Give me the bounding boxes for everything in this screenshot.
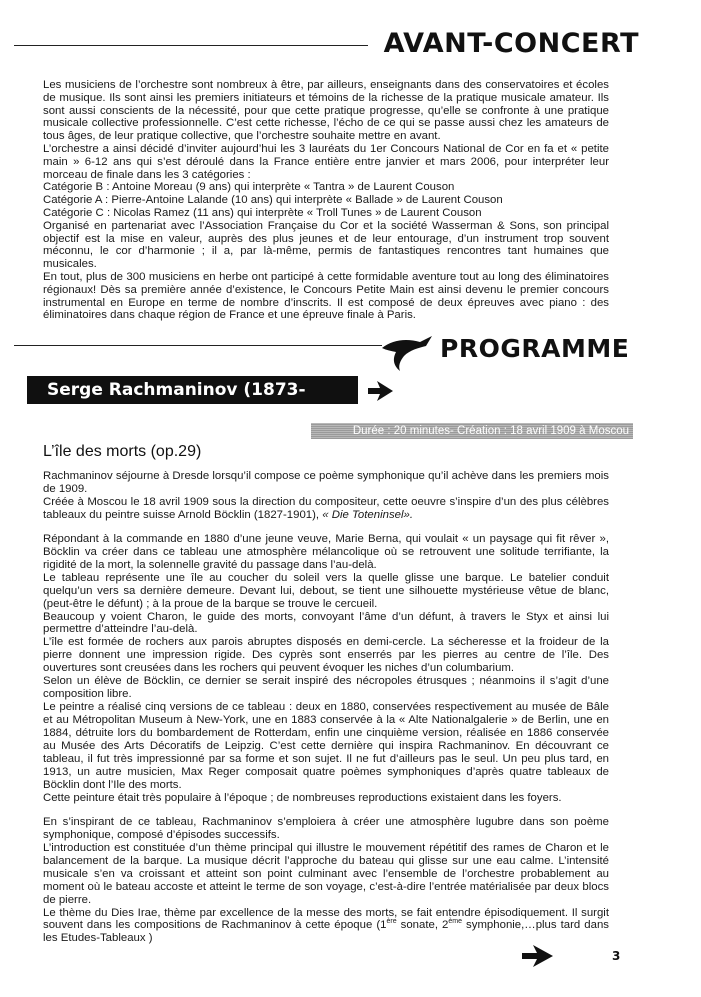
header-rule bbox=[14, 45, 368, 46]
body-paragraph: L’île est formée de rochers aux parois abruptes disposés en demi-cercle. La sécheresse et la froideur de la pierre donnent une impression rigide. Des cyprès sont enserrés par les pierres au centre de l’île. Des ouvertures sont creusées dans les rochers qui peuvent évoquer les niches d’un columbarium. bbox=[43, 636, 609, 675]
intro-paragraph: L’orchestre a ainsi décidé d’inviter aujourd’hui les 3 lauréats du 1er Concours National de Cor en fa et « petite main » 6-12 ans qui s’est déroulé dans la France entière entre janvier et mars 2006, pour interpréter leur morceau de finale dans les 3 catégories : bbox=[43, 142, 609, 181]
section-title-avant-concert: AVANT-CONCERT bbox=[383, 28, 639, 59]
section-title-programme: PROGRAMME bbox=[440, 334, 630, 363]
body-paragraph: L’introduction est constituée d’un thème principal qui illustre le mouvement répétitif des rames de Charon et le balancement de la barque. La musique décrit l’approche du bateau qui glisse sur une eau calme. L’intensité musicale s’en va croissant et atteint son point culminant avec l’ensemble de l’orchestre probablement au moment où le bateau accoste et atteint le terme de son voyage, c’est-à-dire l’entrée matérialisée par deux blocs de pierre. bbox=[43, 841, 609, 906]
intro-paragraph: En tout, plus de 300 musiciens en herbe ont participé à cette formidable aventure tout au long des éliminatoires régionaux! Dès sa première année d’existence, le Concours Petite Main est ainsi devenu le premier concours instrumental en Europe en terme de nombre d’inscrits. Il est composé de deux épreuves avec piano : des éliminatoires dans chaque région de France et une épreuve finale à Paris. bbox=[43, 270, 609, 322]
body-paragraph: Le peintre a réalisé cinq versions de ce tableau : deux en 1880, conservées respectivement au musée de Bâle et au Métropolitan Museum à New-York, une en 1883 conservée à la « Alte Nationalgalerie » de Berlin, une en 1884, détruite lors du bombardement de Rotterdam, enfin une cinquième version, réalisée en 1886 conservée au Musée des Arts Décoratifs de Leipzig. C’est cette dernière qui inspira Rachmaninov. En découvrant ce tableau, il fut très impressionné par sa forme et son sujet. Il ne fut d’ailleurs pas le seul. Un peu plus tard, en 1913, un autre musicien, Max Reger composait quatre poèmes symphoniques d’après quatre tableaux de Böcklin dont l’Ile des morts. bbox=[43, 701, 609, 791]
painting-title: « Die Toteninsel». bbox=[322, 508, 414, 521]
body-paragraph: Le tableau représente une île au coucher du soleil vers la quelle glisse une barque. Le batelier conduit quelqu’un vers sa dernière demeure. Devant lui, debout, se tient une silhouette mystérieuse vêtue de blanc, (peut-être le défunt) ; à la proue de la barque se trouve le cercueil. bbox=[43, 571, 609, 610]
body-paragraph: Rachmaninov séjourne à Dresde lorsqu’il compose ce poème symphonique qu’il achève dans les premiers mois de 1909. bbox=[43, 470, 609, 495]
arrow-right-icon bbox=[366, 379, 394, 403]
body-text-span: sonate, 2 bbox=[396, 919, 449, 932]
programme-notes bbox=[43, 470, 609, 945]
swallow-bird-icon bbox=[380, 334, 434, 372]
category-line: Catégorie B : Antoine Moreau (9 ans) qui interprète « Tantra » de Laurent Couson bbox=[43, 181, 455, 194]
composer-heading: Serge Rachmaninov (1873-1943) bbox=[27, 376, 358, 404]
category-line: Catégorie A : Pierre-Antoine Lalande (10 ans) qui interprète « Ballade » de Laurent Couson bbox=[43, 194, 503, 207]
body-paragraph: Cette peinture était très populaire à l’époque ; de nombreuses reproductions existaient dans les foyers. bbox=[43, 791, 562, 804]
programme-rule bbox=[14, 345, 382, 346]
intro-paragraph: Organisé en partenariat avec l’Association Française du Cor et la société Wasserman & Sons, son principal objectif est la mise en valeur, auprès des plus jeunes et de leur entourage, d’un instrument trop souvent méconnu, le cor d’harmonie ; il a, par là-même, permis de fantastiques rencontres tant humaines que musicales. bbox=[43, 219, 609, 271]
body-paragraph: Selon un élève de Böcklin, ce dernier se serait inspiré des nécropoles étrusques ; néanmoins il s’agit d’une composition libre. bbox=[43, 675, 609, 701]
work-title: L’île des morts (op.29) bbox=[43, 443, 202, 460]
body-paragraph: Répondant à la commande en 1880 d’une jeune veuve, Marie Berna, qui voulait « un paysage qui fit rêver », Böcklin va créer dans ce tableau une atmosphère mélancolique où se retrouvent une solitude terrifiante, la rigidité de la mort, la solennelle gravité du passage dans l’au-delà. bbox=[43, 532, 609, 571]
superscript: ère bbox=[386, 918, 397, 926]
body-paragraph: Beaucoup y voient Charon, le guide des morts, convoyant l’âme d’un défunt, à travers le Styx et ainsi lui permettre d’atteindre l’au-delà. bbox=[43, 610, 609, 636]
superscript: ème bbox=[448, 918, 463, 926]
intro-text bbox=[43, 79, 609, 322]
duration-banner: Durée : 20 minutes- Création : 18 avril 1909 à Moscou bbox=[311, 423, 633, 439]
body-text-span: Créée à Moscou le 18 avril 1909 sous la direction du compositeur, cette oeuvre s’inspire d’un des plus célèbres tableaux du peintre suisse Arnold Böcklin (1827-1901), bbox=[43, 495, 609, 521]
page-number: 3 bbox=[612, 949, 621, 963]
body-text-span: Le thème du Dies Irae, thème par excellence de la messe des morts, se fait entendre épisodiquement. Il surgit souvent dans les compositions de Rachmaninov à cette époque (1 bbox=[43, 906, 609, 932]
body-text-span: symphonie,…plus tard dans les Etudes-Tableaux ) bbox=[43, 919, 609, 945]
next-page-arrow-icon bbox=[520, 943, 554, 969]
body-paragraph bbox=[43, 907, 609, 946]
body-paragraph bbox=[43, 496, 609, 522]
body-paragraph: En s’inspirant de ce tableau, Rachmaninov s’emploiera à créer une atmosphère lugubre dans son poème symphonique, composé d’épisodes successifs. bbox=[43, 815, 609, 841]
intro-paragraph: Les musiciens de l’orchestre sont nombreux à être, par ailleurs, enseignants dans des conservatoires et écoles de musique. Ils sont ainsi les premiers initiateurs et témoins de la richesse de la pratique musicale amateur. Ils sont aussi conscients de la nécessité, pour que cette pratique progresse, qu’elle se confronte à une pratique musicale collective professionnelle. C’est cette richesse, l’écho de ce qui se passe aussi chez les amateurs de tous âges, de leur pratique collective, que l’orchestre souhaite mettre en avant. bbox=[43, 79, 609, 143]
category-line: Catégorie C : Nicolas Ramez (11 ans) qui interprète « Troll Tunes » de Laurent Couson bbox=[43, 206, 482, 219]
